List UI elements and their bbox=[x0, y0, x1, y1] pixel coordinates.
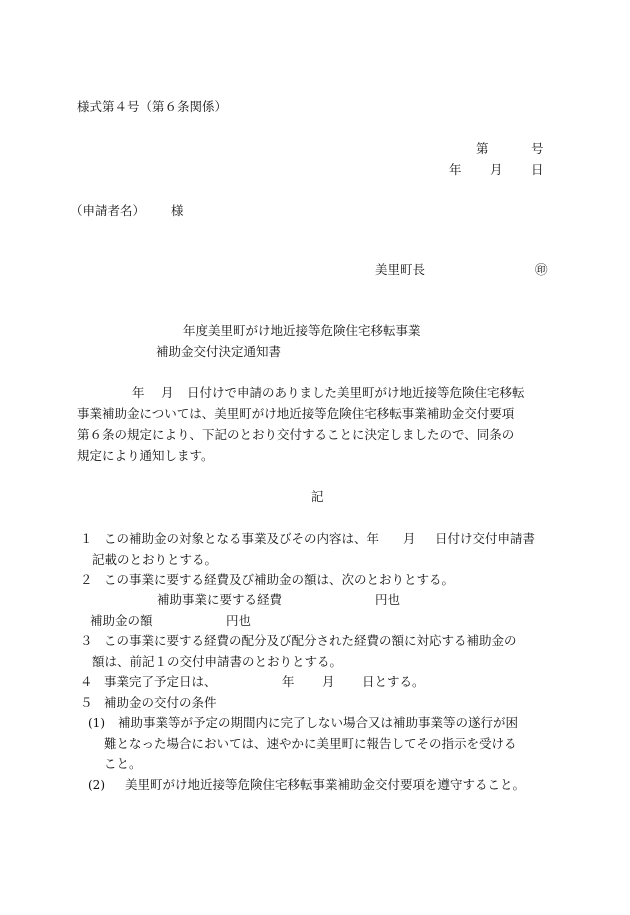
item-1-text-c: 日付け交付申請書 bbox=[435, 531, 536, 546]
item-1-cont: 記載のとおりとする。 bbox=[92, 552, 218, 567]
item-3-number: ３ bbox=[80, 633, 93, 648]
item-5-text: 補助金の交付の条件 bbox=[104, 695, 217, 710]
condition-2-number: (2) bbox=[88, 778, 105, 792]
item-1-text-a: この補助金の対象となる事業及びその内容は、年 bbox=[104, 531, 380, 546]
item-4-day: 日とする。 bbox=[362, 674, 425, 689]
seal-mark: ㊞ bbox=[535, 262, 548, 277]
body-line-3: 第６条の規定により、下記のとおり交付することに決定しましたので、同条の bbox=[77, 427, 515, 442]
item-2-number: ２ bbox=[80, 572, 93, 587]
item-4-month: 月 bbox=[322, 674, 335, 689]
doc-number-go: 号 bbox=[531, 141, 544, 156]
date-year: 年 bbox=[449, 162, 462, 177]
date-month: 月 bbox=[490, 162, 503, 177]
body-line-4: 規定により通知します。 bbox=[77, 448, 214, 463]
grant-label: 補助金の額 bbox=[90, 613, 153, 628]
applicant-name: （申請者名） bbox=[70, 203, 146, 218]
title-line-1: 年度美里町がけ地近接等危険住宅移転事業 bbox=[183, 323, 421, 338]
item-2-text: この事業に要する経費及び補助金の額は、次のとおりとする。 bbox=[104, 572, 455, 587]
date-day: 日 bbox=[531, 162, 544, 177]
condition-2-text: 美里町がけ地近接等危険住宅移転事業補助金交付要項を遵守すること。 bbox=[125, 777, 526, 792]
item-4-year: 年 bbox=[282, 674, 295, 689]
item-3-text: この事業に要する経費の配分及び配分された経費の額に対応する補助金の bbox=[104, 633, 517, 648]
condition-1-cont-1: 難となった場合においては、速やかに美里町に報告してその指示を受ける bbox=[104, 736, 517, 751]
body-line-2: 事業補助金については、美里町がけ地近接等危険住宅移転事業補助金交付要項 bbox=[77, 406, 515, 421]
item-1-number: １ bbox=[80, 531, 93, 546]
item-3-cont: 額は、前記１の交付申請書のとおりとする。 bbox=[92, 654, 343, 669]
condition-1-cont-2: こと。 bbox=[104, 756, 142, 771]
condition-1-text: 補助事業等が予定の期間内に完了しない場合又は補助事業等の遂行が困 bbox=[118, 715, 519, 730]
sender-title: 美里町長 bbox=[375, 262, 426, 277]
item-1-text-b: 月 bbox=[403, 531, 416, 546]
form-label: 様式第４号（第６条関係） bbox=[77, 99, 228, 114]
body-line-1: 日付けで申請のありました美里町がけ地近接等危険住宅移転 bbox=[187, 385, 525, 400]
grant-unit: 円也 bbox=[226, 613, 252, 628]
title-line-2: 補助金交付決定通知書 bbox=[156, 344, 282, 359]
doc-number-dai: 第 bbox=[476, 141, 489, 156]
ki-heading: 記 bbox=[311, 489, 324, 504]
item-5-number: ５ bbox=[80, 695, 93, 710]
item-4-text: 事業完了予定日は、 bbox=[104, 674, 217, 689]
body-month: 月 bbox=[161, 385, 174, 400]
item-4-number: ４ bbox=[80, 674, 93, 689]
condition-1-number: (1) bbox=[88, 716, 105, 730]
applicant-honorific: 様 bbox=[171, 203, 184, 218]
cost-unit: 円也 bbox=[375, 592, 401, 607]
cost-label: 補助事業に要する経費 bbox=[157, 592, 283, 607]
body-year: 年 bbox=[132, 385, 145, 400]
